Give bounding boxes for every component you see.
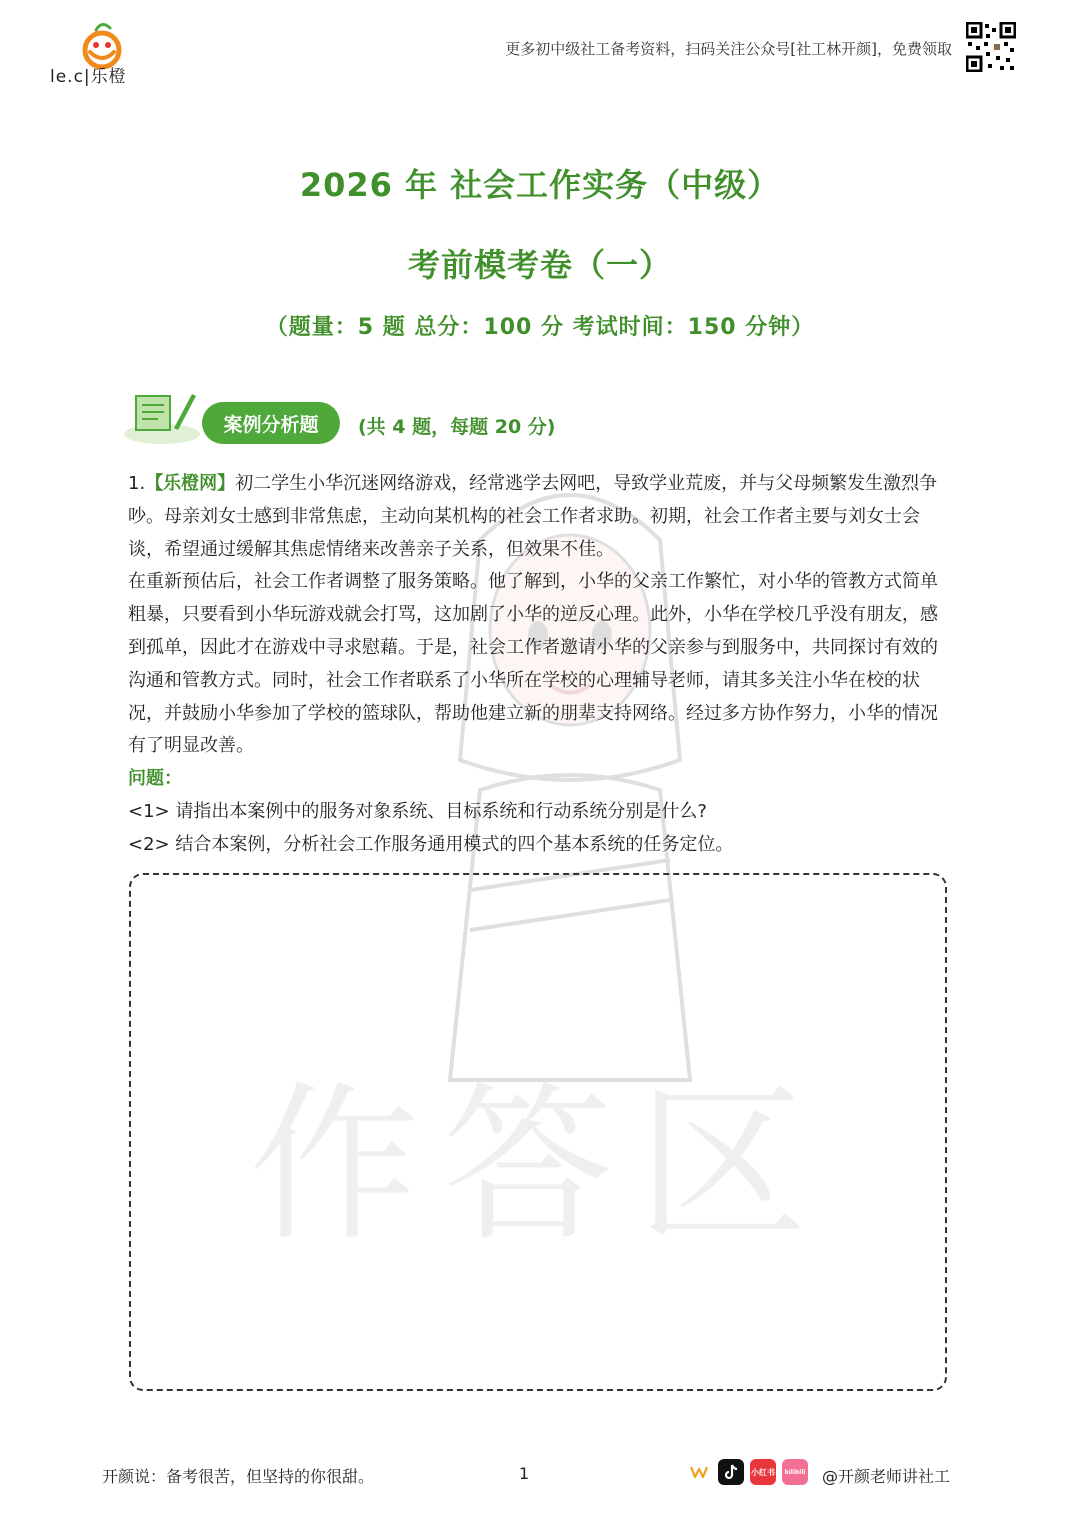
bilibili-icon[interactable] <box>782 1459 808 1485</box>
page-number: 1 <box>519 1464 530 1483</box>
question-number: 1. <box>128 473 146 494</box>
bili-label: bilibili <box>784 1468 806 1476</box>
social-icons <box>686 1459 808 1485</box>
section-label: 案例分析题 <box>202 402 340 444</box>
douyin-icon[interactable] <box>718 1459 744 1485</box>
header-note: 更多初中级社工备考资料，扫码关注公众号[社工林开颜]，免费领取 <box>505 40 952 58</box>
question-body <box>128 468 954 862</box>
sub-question-1: <1> 请指出本案例中的服务对象系统、目标系统和行动系统分别是什么? <box>128 800 707 822</box>
scroll-pen-icon <box>122 388 200 446</box>
answer-area-box[interactable] <box>129 873 947 1391</box>
answer-area-watermark: 作答区 <box>248 1067 831 1265</box>
question-text-1: 初二学生小华沉迷网络游戏，经常逃学去网吧，导致学业荒废，并与父母频繁发生激烈争吵。母亲刘女士感到非常焦虑，主动向某机构的社会工作者求助。初期，社会工作者主要与刘女士会谈，希望通过缓解其焦虑情绪来改善亲子关系，但效果不佳。 <box>128 473 938 560</box>
question-para-1 <box>128 468 954 566</box>
section-note: (共 4 题，每题 20 分) <box>358 416 556 438</box>
footer-motto: 开颜说：备考很苦，但坚持的你很甜。 <box>102 1467 375 1486</box>
question-para-2: 在重新预估后，社会工作者调整了服务策略。他了解到，小华的父亲工作繁忙，对小华的管教方式简单粗暴，只要看到小华玩游戏就会打骂，这加剧了小华的逆反心理。此外，小华在学校几乎没有朋友，感到孤单，因此才在游戏中寻求慰藉。于是，社会工作者邀请小华的父亲参与到服务中，共同探讨有效的沟通和管教方式。同时，社会工作者联系了小华所在学校的心理辅导老师，请其多关注小华在校的状况，并鼓励小华参加了学校的篮球队，帮助他建立新的朋辈支持网络。经过多方协作努力，小华的情况有了明显改善。 <box>128 571 938 757</box>
page-subtitle: 考前模考卷（一） <box>407 246 672 284</box>
question-tag: 【乐橙网】 <box>145 473 236 494</box>
weixin-icon[interactable] <box>686 1459 712 1485</box>
questions-label: 问题： <box>128 768 182 790</box>
xhs-label: 小红书 <box>751 1467 775 1477</box>
footer-handle: @开颜老师讲社工 <box>822 1467 951 1486</box>
qr-code-icon[interactable] <box>966 22 1016 72</box>
logo-text: le.c|乐橙 <box>50 67 127 87</box>
exam-meta: （题量：5 题 总分：100 分 考试时间：150 分钟） <box>265 315 815 340</box>
page-title: 2026 年 社会工作实务（中级） <box>299 166 781 204</box>
xiaohongshu-icon[interactable] <box>750 1459 776 1485</box>
sub-question-2: <2> 结合本案例，分析社会工作服务通用模式的四个基本系统的任务定位。 <box>128 833 734 855</box>
